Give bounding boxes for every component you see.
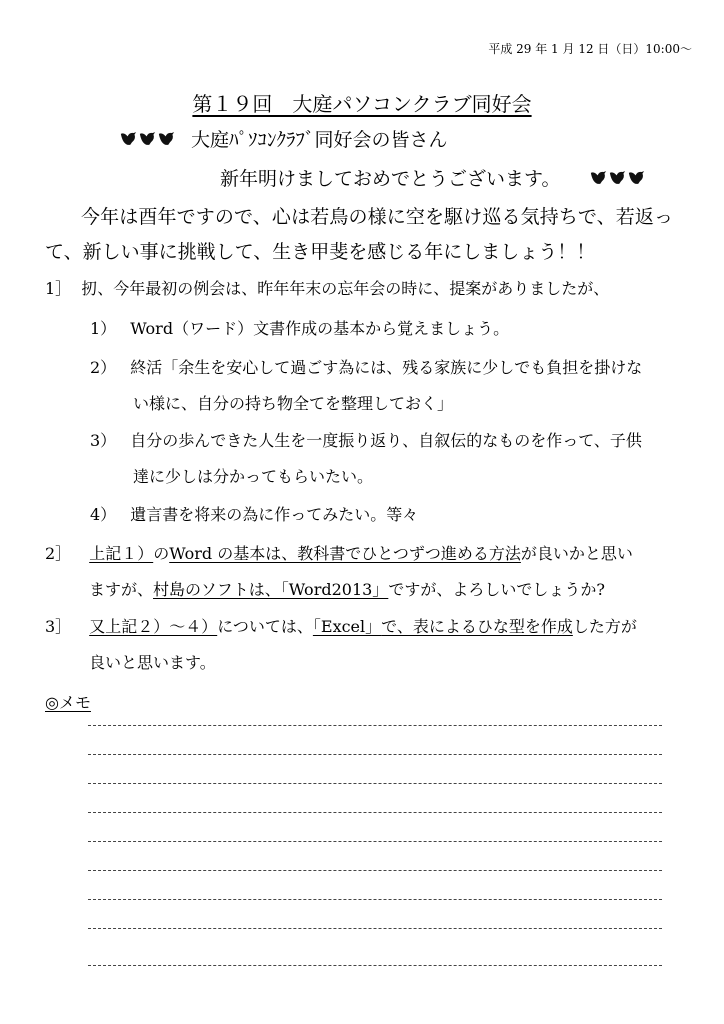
list-item-text: 自分の歩んできた人生を一度振り返り、自叙伝的なものを作って、子供 <box>130 431 642 450</box>
section-1 <box>45 276 609 299</box>
bird-icon <box>158 131 175 146</box>
list-item <box>90 428 642 451</box>
memo-line <box>88 812 662 813</box>
date-line: 平成 29 年 1 月 12 日（日）10:00～ <box>488 42 692 56</box>
page-title-text: 第１９回 大庭パソコンクラブ同好会 <box>192 92 532 116</box>
section-2-text: の <box>153 544 170 563</box>
list-item <box>90 502 418 525</box>
section-3-emphasis: 「Excel」 <box>312 617 382 636</box>
list-item <box>90 355 642 378</box>
bird-icon <box>139 131 156 146</box>
section-3-ref: 又上記２）～４） <box>89 617 218 636</box>
section-1-text: 扨、今年最初の例会は、昨年年末の忘年会の時に、提案がありましたが、 <box>81 279 610 298</box>
greeting-line <box>120 125 448 152</box>
list-item-number: 1） <box>90 319 117 338</box>
section-3-emphasis: で、表によるひな型を作成 <box>381 617 573 636</box>
list-item-text: 遺言書を将来の為に作ってみたい。等々 <box>130 505 419 524</box>
memo-line <box>88 899 662 900</box>
section-2-ref: 上記１） <box>89 544 154 563</box>
section-3 <box>45 614 637 637</box>
memo-line <box>88 965 662 966</box>
section-2-text: が良いかと思い <box>520 544 633 563</box>
section-3-text: については、 <box>217 617 313 636</box>
list-item-number: 3） <box>90 431 117 450</box>
new-year-text: 新年明けましておめでとうございます。 <box>220 168 561 190</box>
list-item <box>90 316 509 339</box>
memo-line <box>88 870 662 871</box>
memo-label-text: ◎メモ <box>45 693 91 712</box>
memo-line <box>88 754 662 755</box>
memo-line <box>88 841 662 842</box>
bird-icon <box>590 170 607 185</box>
bird-icon <box>120 131 137 146</box>
memo-line <box>88 928 662 929</box>
section-1-number: 1］ <box>45 279 72 298</box>
intro-paragraph: 今年は酉年ですので、心は若鳥の様に空を駆け巡る気持ちで、若返って、新しい事に挑戦して、生き甲斐を感じる年にしましょう！！ <box>45 206 673 263</box>
memo-line <box>88 725 662 726</box>
section-3-number: 3］ <box>45 617 72 636</box>
list-item-number: 2） <box>90 358 117 377</box>
list-item-continuation: い様に、自分の持ち物全てを整理しておく」 <box>133 394 454 413</box>
list-item-continuation: 達に少しは分かってもらいたい。 <box>133 467 374 486</box>
section-2 <box>45 541 633 564</box>
bird-icon <box>609 170 626 185</box>
section-2-emphasis: Word の基本は、教科書でひとつずつ進める方法 <box>169 544 521 563</box>
section-3-continuation: 良いと思います。 <box>89 653 216 672</box>
section-2-continuation <box>89 577 605 600</box>
new-year-line <box>220 164 645 191</box>
list-item-text: Word（ワード）文書作成の基本から覚えましょう。 <box>130 319 510 338</box>
page-title <box>0 88 724 117</box>
bird-group-icon <box>590 170 645 185</box>
list-item-number: 4） <box>90 505 117 524</box>
list-item-text: 終活「余生を安心して過ごす為には、残る家族に少しでも負担を掛けな <box>130 358 643 377</box>
memo-line <box>88 783 662 784</box>
section-2-number: 2］ <box>45 544 72 563</box>
greeting-text: 大庭ﾊﾟｿｺﾝｸﾗﾌﾞ同好会の皆さん <box>191 129 448 151</box>
section-2-emphasis: 村島のソフトは、「Word2013」 <box>153 580 389 599</box>
memo-label <box>45 690 91 713</box>
section-3-text: した方が <box>572 617 637 636</box>
section-2-text: ですが、よろしいでしょうか? <box>388 580 605 599</box>
bird-group-icon <box>120 131 175 146</box>
section-2-text: ますが、 <box>89 580 154 599</box>
bird-icon <box>628 170 645 185</box>
